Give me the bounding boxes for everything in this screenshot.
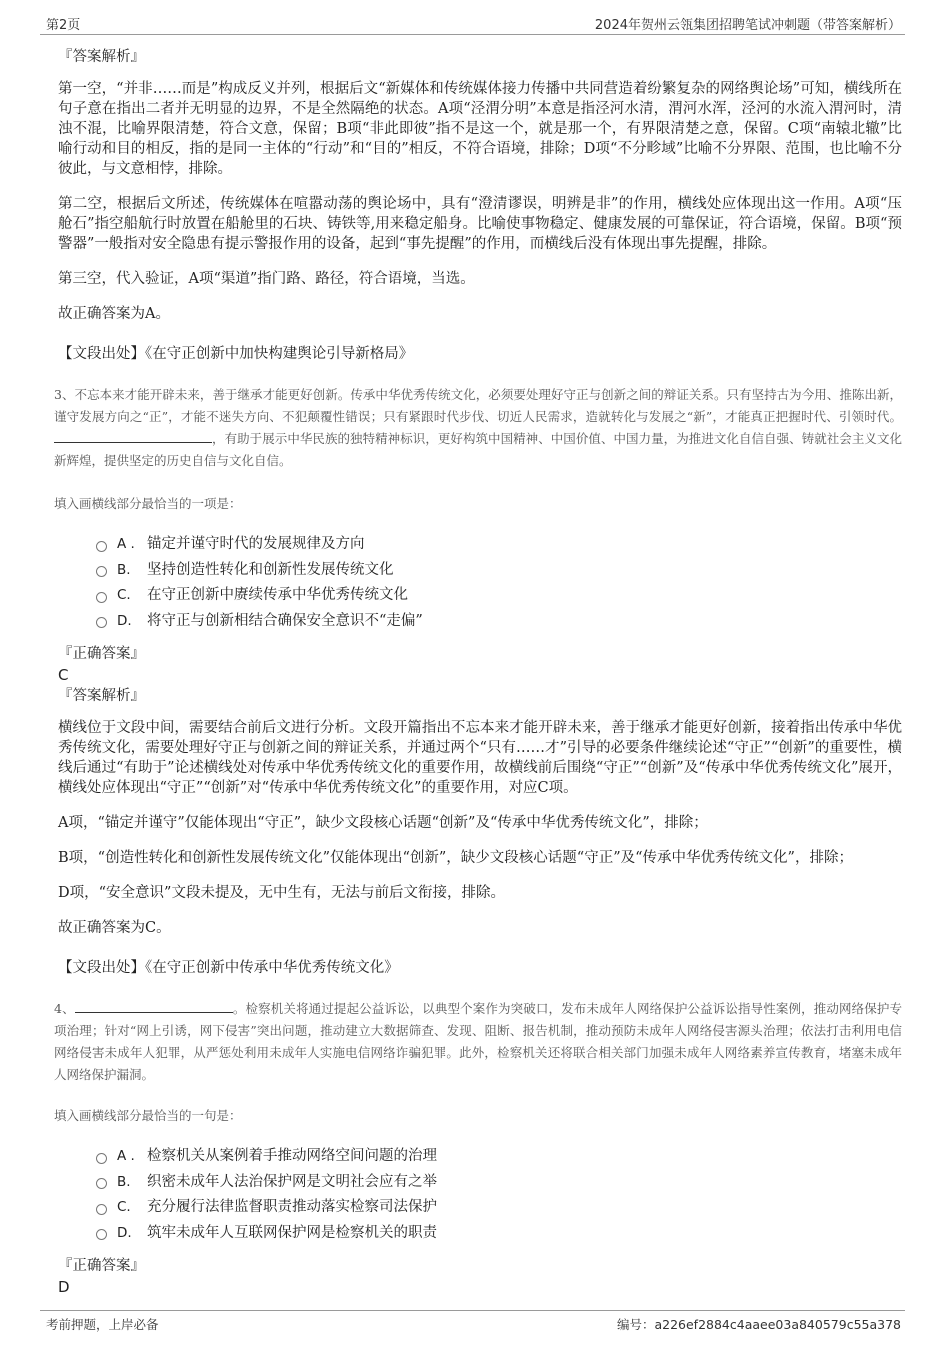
option-list (96, 1144, 902, 1246)
option-text: 锚定并谨守时代的发展规律及方向 (147, 536, 365, 552)
source-citation (58, 958, 902, 978)
question-stem-text: 3、不忘本来才能开辟未来，善于继承才能更好创新。传承中华优秀传统文化，必须要处理好守正与创新之间的辩证关系。只有坚持古为今用、推陈出新，谨守发展方向之“正”，才能不迷失方向、不犯颠覆性错误；只有紧跟时代步伐、切近人民需求，造就转化与发展之“新”，才能真正把握时代、引领时代。 (54, 387, 902, 424)
option-text: 充分履行法律监督职责推动落实检察司法保护 (147, 1199, 437, 1215)
analysis-paragraph: D项，“安全意识”文段未提及，无中生有，无法与前后文衔接，排除。 (58, 885, 505, 901)
document-code (617, 1315, 901, 1333)
page-footer (40, 1310, 905, 1335)
source-title: 《在守正创新中加快构建舆论引导新格局》 (145, 346, 414, 362)
question-stem-text: 。检察机关将通过提起公益诉讼，以典型个案作为突破口，发布未成年人网络保护公益诉讼指导性案例，推动网络保护专项治理；针对“网上引诱，网下侵害”突出问题，推动建立大数据筛查、发现、阻断、报告机制，推动预防未成年人网络侵害源头治理；依法打击利用电信网络侵害未成年人犯罪，从严惩处利用未成年人实施电信网络诈骗犯罪。此外，检察机关还将联合相关部门加强未成年人网络素养宣传教育，堵塞未成年人网络保护漏洞。 (54, 1001, 902, 1082)
analysis-paragraph: 第二空，根据后文所述，传统媒体在喧嚣动荡的舆论场中，具有“澄清谬误，明辨是非”的作用，横线处应体现出这一作用。A项“压舱石”指空船航行时放置在船舱里的石块、铸铁等,用来稳定船身。比喻使事物稳定、健康发展的可靠保证，符合语境，保留。B项“预警器”一般指对安全隐患有提示警报作用的设备，起到“事先提醒”的作用，而横线后没有体现出事先提醒，排除。 (58, 196, 902, 252)
code-label: 编号： (616, 1317, 655, 1332)
option-letter: D. (117, 612, 132, 629)
page-number: 第2页 (46, 18, 81, 33)
option-list (96, 532, 902, 634)
option-b[interactable] (96, 558, 902, 584)
radio-icon[interactable] (96, 541, 107, 552)
analysis-paragraph: B项，“创造性转化和创新性发展传统文化”仅能体现出“创新”，缺少文段核心话题“守正”及“传承中华优秀传统文化”，排除； (58, 850, 853, 866)
option-d[interactable] (96, 609, 902, 635)
source-prefix: 【文段出处】 (58, 346, 145, 362)
radio-icon[interactable] (96, 617, 107, 628)
question-stem (54, 384, 902, 472)
option-letter: A . (117, 536, 135, 552)
option-text: 筑牢未成年人互联网保护网是检察机关的职责 (147, 1224, 437, 1241)
option-text: 坚持创造性转化和创新性发展传统文化 (147, 561, 394, 578)
analysis-paragraph: A项，“锚定并谨守”仅能体现出“守正”，缺少文段核心话题“创新”及“传承中华优秀传统文化”，排除； (58, 815, 708, 831)
fill-blank (54, 428, 212, 443)
source-citation (58, 344, 902, 364)
option-letter: B. (117, 561, 131, 578)
analysis-conclusion: 故正确答案为A。 (58, 306, 170, 322)
analysis-conclusion: 故正确答案为C。 (58, 920, 171, 936)
option-text: 检察机关从案例着手推动网络空间问题的治理 (147, 1148, 437, 1164)
option-letter: A . (117, 1148, 135, 1164)
radio-icon[interactable] (96, 592, 107, 603)
correct-answer: C (58, 666, 69, 684)
radio-icon[interactable] (96, 566, 107, 577)
radio-icon[interactable] (96, 1229, 107, 1240)
option-text: 织密未成年人法治保护网是文明社会应有之举 (147, 1173, 437, 1190)
option-d[interactable] (96, 1221, 902, 1247)
radio-icon[interactable] (96, 1204, 107, 1215)
fill-blank (75, 998, 233, 1013)
correct-answer-label: 『正确答案』 (58, 1258, 145, 1274)
radio-icon[interactable] (96, 1178, 107, 1189)
option-letter: B. (117, 1173, 131, 1190)
document-body (54, 40, 902, 1296)
radio-icon[interactable] (96, 1153, 107, 1164)
correct-answer: D (58, 1278, 70, 1296)
option-text: 将守正与创新相结合确保安全意识不“走偏” (147, 612, 423, 629)
analysis-label: 『答案解析』 (58, 688, 145, 704)
option-letter: C. (117, 1199, 131, 1215)
option-letter: C. (117, 587, 131, 603)
question-prompt: 填入画横线部分最恰当的一项是： (54, 496, 242, 511)
question-number: 4、 (54, 1001, 75, 1016)
document-title: 2024年贺州云瓴集团招聘笔试冲刺题（带答案解析） (594, 18, 901, 33)
source-prefix: 【文段出处】 (58, 960, 145, 976)
analysis-paragraph: 第三空，代入验证，A项“渠道”指门路、路径，符合语境，当选。 (58, 271, 475, 287)
question-prompt: 填入画横线部分最恰当的一句是： (54, 1108, 242, 1123)
footer-slogan: 考前押题，上岸必备 (46, 1317, 159, 1332)
analysis-paragraph: 第一空，“并非……而是”构成反义并列，根据后文“新媒体和传统媒体接力传播中共同营造着纷繁复杂的网络舆论场”可知，横线所在句子意在指出二者并无明显的边界，不是全然隔绝的状态。A项“泾渭分明”本意是指泾河水清，渭河水浑，泾河的水流入渭河时，清浊不混，比喻界限清楚，符合文意，保留；B项“非此即彼”指不是这一个，就是那一个，有界限清楚之意，保留。C项“南辕北辙”比喻行动和目的相反，指的是同一主体的“行动”和“目的”相反，不符合语境，排除；D项“不分畛域”比喻不分界限、范围，也比喻不分彼此，与文意相悖，排除。 (58, 81, 902, 177)
code-value: a226ef2884c4aaee03a840579c55a378 (654, 1317, 901, 1332)
option-a[interactable] (96, 532, 902, 558)
option-c[interactable] (96, 1195, 902, 1221)
option-letter: D. (117, 1224, 132, 1241)
correct-answer-label: 『正确答案』 (58, 646, 145, 662)
option-a[interactable] (96, 1144, 902, 1170)
analysis-label: 『答案解析』 (58, 49, 145, 65)
option-text: 在守正创新中赓续传承中华优秀传统文化 (147, 587, 408, 603)
option-b[interactable] (96, 1170, 902, 1196)
question-stem (54, 998, 902, 1086)
page-header (40, 12, 905, 35)
option-c[interactable] (96, 583, 902, 609)
source-title: 《在守正创新中传承中华优秀传统文化》 (145, 960, 399, 976)
question-stem-text: ，有助于展示中华民族的独特精神标识，更好构筑中国精神、中国价值、中国力量，为推进文化自信自强、铸就社会主义文化新辉煌，提供坚定的历史自信与文化自信。 (54, 431, 902, 468)
analysis-paragraph: 横线位于文段中间，需要结合前后文进行分析。文段开篇指出不忘本来才能开辟未来，善于继承才能更好创新，接着指出传承中华优秀传统文化，需要处理好守正与创新之间的辩证关系，并通过两个“只有……才”引导的必要条件继续论述“守正”“创新”的重要性，横线后通过“有助于”论述横线处对传承中华优秀传统文化的重要作用，故横线前后围绕“守正”“创新”及“传承中华优秀传统文化”展开，横线处应体现出“守正”“创新”对“传承中华优秀传统文化”的重要作用，对应C项。 (58, 720, 902, 796)
